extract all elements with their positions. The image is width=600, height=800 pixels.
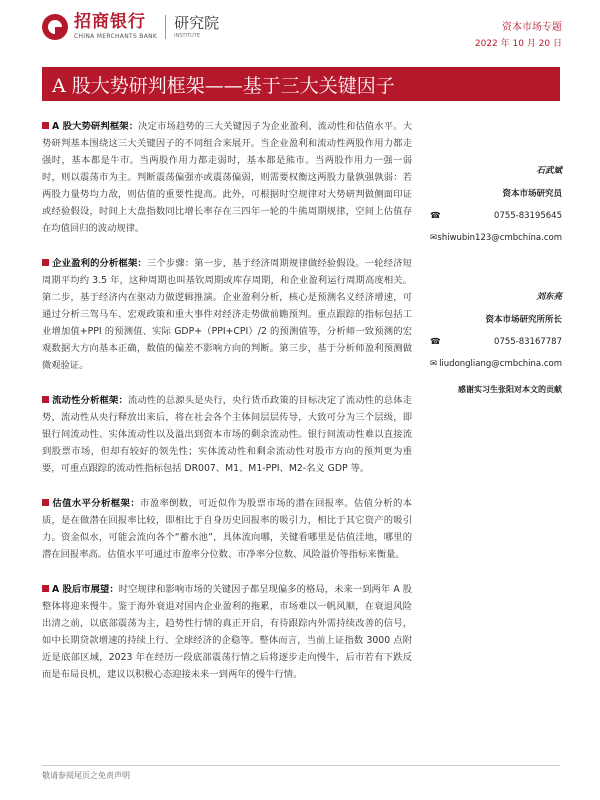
report-date: 2022 年 10 月 20 日 [474,39,562,49]
logo-divider [165,15,166,39]
logo-name-en: CHINA MERCHANTS BANK [74,33,158,40]
section-paragraph [42,118,412,237]
square-bullet-icon [42,122,49,129]
email-icon: ✉ [430,233,438,243]
logo [42,14,219,40]
section-text: 流动性的总源头是央行，央行货币政策的目标决定了流动性的总体走势，流动性从央行释放出来后，将在社会各个主体间层层传导，大致可分为三个层级，即银行间流动性、实体流动性以及溢出到资本市场的剩余流动性。银行间流动性难以直接流到股票市场，但却有较好的领先性；实体流动性和剩余流动性对股市方向的预判更为重要，可重点跟踪的流动性指标包括 DR007、M1、M1-PPI、M2-名义 GDP 等。 [42,395,412,474]
section-text: 决定市场趋势的三大关键因子为企业盈利、流动性和估值水平。大势研判基本围绕这三大关键因子的不同组合来展开。当企业盈利和流动性两股作用力都走强时，基本都是牛市。当两股作用力都走弱时，基本都是熊市。当两股作用力一强一弱时，则以震荡市为主。判断震荡偏强亦或震荡偏弱，则需要权衡这两股力量孰强孰弱：若两股力量势均力敌，则估值的重要性提高。此外，可根据时空规律对大势研判做侧面印证或经验假设，时间上大盘指数同比增长率存在三四年一轮的牛熊周期规律，空间上估值存在均值回归的波动规律。 [42,121,412,234]
report-header [42,14,562,54]
section-paragraph [42,581,412,683]
analyst-phone: 0755-83195645 [494,211,562,221]
section-paragraph [42,392,412,477]
section-lead: 流动性分析框架： [52,395,128,406]
analyst-role: 资本市场研究所所长 [485,315,562,325]
square-bullet-icon [42,259,49,266]
institute-name-en: INSTITUTE [174,32,200,39]
section-paragraph [42,255,412,374]
analyst-email[interactable]: shiwubin123@cmbchina.com [437,233,562,243]
analyst-sidebar [430,164,562,416]
section-lead: A 股后市展望： [52,584,119,595]
analyst-phone: 0755-83167787 [494,337,562,347]
email-icon: ✉ [430,359,438,369]
analyst-role: 资本市场研究员 [502,189,562,199]
analyst-name: 石武斌 [536,166,562,176]
square-bullet-icon [42,396,49,403]
phone-icon: ☎ [430,211,441,221]
square-bullet-icon [42,499,49,506]
section-text: 时空规律和影响市场的关键因子都呈现偏多的格局，未来一到两年 A 股整体将迎来慢牛。鉴于海外衰退对国内企业盈利的拖累，市场难以一帆风顺，在衰退风险出清之前，以底部震荡为主，趋势性行情的真正开启，有待跟踪内外需持续改善的信号，如中长期贷款增速的持续上行、全球经济的企稳等。整体而言，当前上证指数 3000 点附近是底部区域，2023 年在经历一段底部震荡行情之后将逐步走向慢牛，后市若有下跌反而是布局良机，建议以积极心态迎接未来一到两年的慢牛行情。 [42,584,412,680]
section-paragraph [42,495,412,563]
section-lead: 估值水平分析框架： [52,498,140,509]
report-type: 资本市场专题 [502,22,562,33]
phone-icon: ☎ [430,337,441,347]
section-text: 三个步骤：第一步，基于经济周期规律做经验假设。一轮经济短周期平均约 3.5 年，这种周期也叫基钦周期或库存周期，和企业盈利运行周期高度相关。第二步，基于经济内在驱动力做逻辑推演。企业盈利分析，核心是预测名义经济增速，可通过分析三驾马车、宏观政策和重大事件对经济走势做前瞻预判。重点跟踪的指标包括工业增加值+PPI 的预测值、实际 GDP+（PPI+CPI）/2 的预测值等，分析师一致预测的宏观数据大方向基本正确，数值的偏差不影响方向的判断。第三步，基于分析师盈利预测做微观验证。 [42,258,412,371]
section-lead: 企业盈利的分析框架： [52,258,147,269]
section-lead: A 股大势研判框架： [52,121,139,132]
analyst-card [430,164,562,246]
logo-name-cn: 招商银行 [74,12,146,32]
report-title: A 股大势研判框架——基于三大关键因子 [42,67,560,101]
analyst-card [430,290,562,372]
acknowledgement: 感谢实习生张阳对本文的贡献 [458,385,562,394]
disclaimer-note: 敬请参阅尾页之免责声明 [42,771,130,780]
report-body [42,118,412,701]
section-text: 市盈率倒数，可近似作为股票市场的潜在回报率。估值分析的本质，是在做潜在回报率比较，即相比于自身历史回报率的吸引力，相比于其它资产的吸引力。资金似水，可能会流向各个“蓄水池”，具体流向哪，关键看哪里是估值洼地，哪里的潜在回报率高。估值水平可通过市盈率分位数、市净率分位数、风险溢价等指标来衡量。 [42,498,412,560]
square-bullet-icon [42,585,49,592]
institute-name-cn: 研究院 [174,13,220,32]
analyst-email[interactable]: liudongliang@cmbchina.com [439,359,562,369]
cmb-logo-icon [42,14,68,40]
analyst-name: 刘东亮 [536,292,562,302]
footer-divider [42,765,560,766]
